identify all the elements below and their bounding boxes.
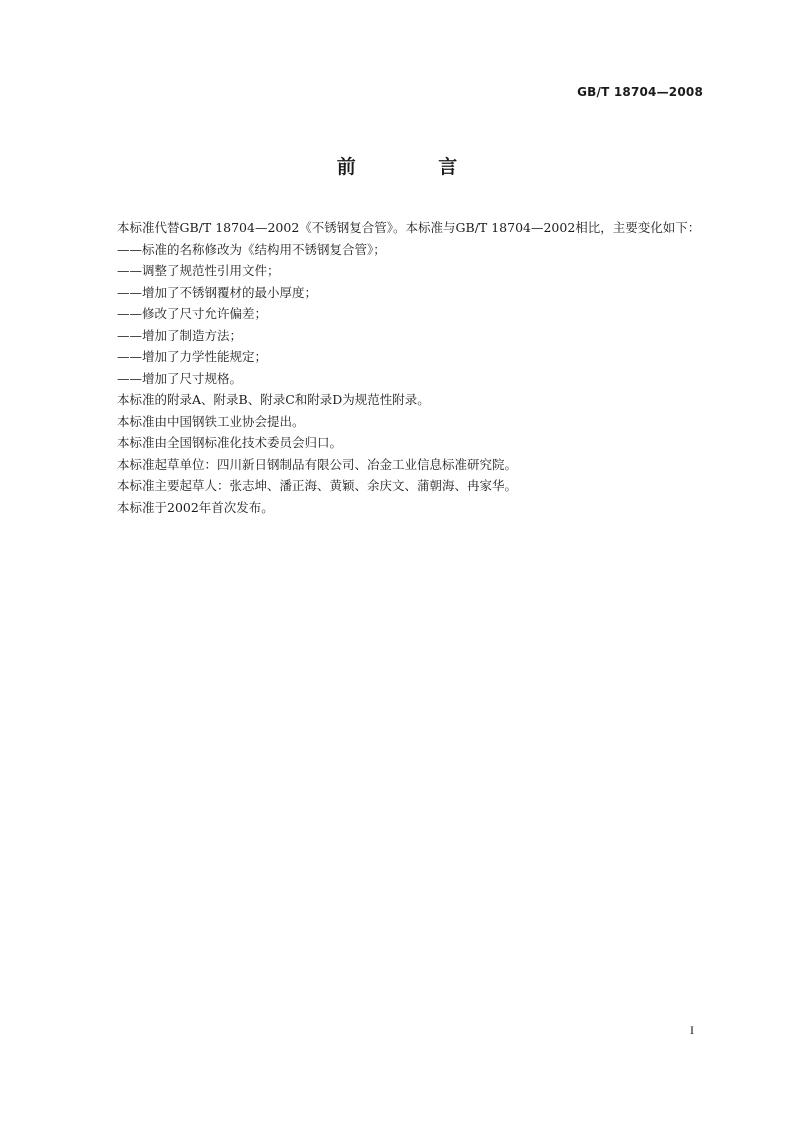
list-item: ——增加了不锈钢覆材的最小厚度； <box>117 284 318 300</box>
drafters-paragraph: 本标准主要起草人：张志坤、潘正海、黄颖、余庆文、蒲朝海、冉家华。 <box>117 478 518 493</box>
page-title: 前 言 <box>336 156 496 178</box>
committee-paragraph: 本标准由全国钢标准化技术委员会归口。 <box>117 435 343 450</box>
first-release-paragraph: 本标准于2002年首次发布。 <box>117 499 274 515</box>
list-item: ——修改了尺寸允许偏差； <box>117 306 268 321</box>
list-item: ——增加了尺寸规格。 <box>117 370 243 386</box>
proposer-paragraph: 本标准由中国钢铁工业协会提出。 <box>117 413 305 429</box>
document-body <box>92 217 705 518</box>
drafting-units-paragraph: 本标准起草单位：四川新日钢制品有限公司、冶金工业信息标准研究院。 <box>117 456 518 472</box>
list-item: ——调整了规范性引用文件； <box>117 263 280 278</box>
appendix-paragraph: 本标准的附录A、附录B、附录C和附录D为规范性附录。 <box>117 392 430 407</box>
list-item: ——增加了制造方法； <box>117 327 243 343</box>
intro-paragraph: 本标准代替GB/T 18704—2002《不锈钢复合管》。本标准与GB/T 18704—2002相比，主要变化如下： <box>117 220 701 235</box>
list-item: ——标准的名称修改为《结构用不锈钢复合管》； <box>117 241 386 257</box>
list-item: ——增加了力学性能规定； <box>117 349 268 364</box>
page-number: I <box>690 1023 694 1037</box>
standard-code: GB/T 18704—2008 <box>577 85 703 99</box>
changes-list <box>92 239 705 390</box>
